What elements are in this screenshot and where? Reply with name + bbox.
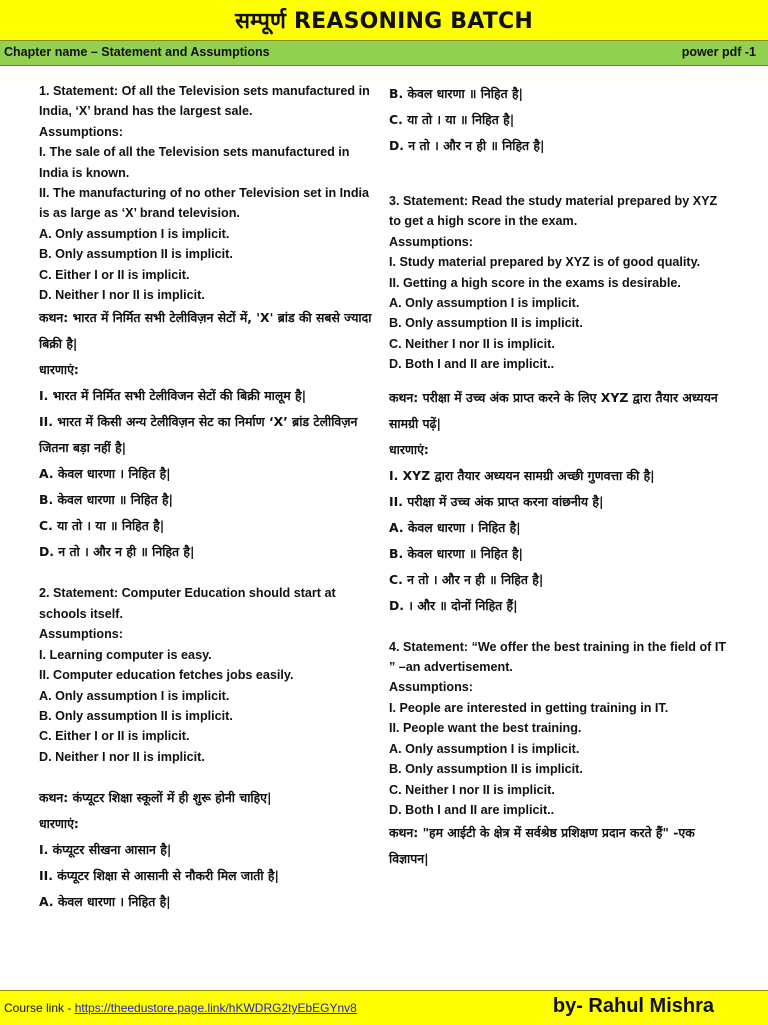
english-text-line: B. Only assumption II is implicit. [389,762,583,777]
hindi-text-line: कथन: भारत में निर्मित सभी टेलीविज़न सेटों में, 'X' ब्रांड की सबसे ज्यादा बिक्री है| [39,310,372,352]
english-text-line: 2. Statement: Computer Education should start at schools itself. [39,586,336,621]
english-text-line: C. Neither I nor II is implicit. [389,782,555,797]
left-column [39,81,375,915]
right-column [389,81,731,872]
hindi-text-line: C. या तो । या ॥ निहित है| [389,112,515,127]
author-credit: by- Rahul Mishra [552,995,714,1017]
hindi-text-line: धारणाएं: [39,816,79,832]
spacer [389,159,731,191]
title-bar [0,0,768,41]
english-text-line: I. The sale of all the Television sets manufactured in India is known. [39,145,350,180]
english-text-line: C. Either I or II is implicit. [39,267,190,282]
pdf-label: power pdf -1 [681,45,756,59]
course-link-label: Course link - [4,1001,75,1015]
hindi-text-line: A. केवल धारणा । निहित है| [39,894,171,910]
english-text-line: C. Neither I nor II is implicit. [389,336,555,351]
english-text-line: A. Only assumption I is implicit. [389,296,580,311]
english-text-line: 1. Statement: Of all the Television sets manufactured in India, ‘X’ brand has the largest sale. [39,84,370,119]
hindi-text-line: D. न तो । और न ही ॥ निहित है| [39,544,195,560]
course-link-row [4,1001,357,1015]
english-text-line: 4. Statement: “We offer the best training in the field of IT ” –an advertisement. [389,639,727,675]
hindi-text-line: B. केवल धारणा ॥ निहित है| [389,86,524,101]
hindi-text-line: D. न तो । और न ही ॥ निहित है| [389,138,545,153]
english-text-line: I. People are interested in getting training in IT. [389,700,669,715]
english-text-line: A. Only assumption I is implicit. [389,741,580,756]
hindi-text-line: I. भारत में निर्मित सभी टेलीविजन सेटों की बिक्री मालूम है| [39,388,307,404]
english-text-line: D. Neither I nor II is implicit. [39,749,205,764]
english-text-line: II. Computer education fetches jobs easily. [39,668,294,683]
english-text-line: B. Only assumption II is implicit. [39,247,233,262]
hindi-text-line: C. या तो । या ॥ निहित है| [39,518,165,534]
hindi-text-line: कथन: "हम आईटी के क्षेत्र में सर्वश्रेष्ठ प्रशिक्षण प्रदान करते हैं" -एक विज्ञापन| [389,825,695,867]
hindi-text-line: C. न तो । और न ही ॥ निहित है| [389,571,544,587]
english-text-line: I. Study material prepared by XYZ is of good quality. [389,255,701,270]
english-text-line: B. Only assumption II is implicit. [39,708,233,723]
hindi-text-line: धारणाएं: [389,441,429,457]
english-text-line: B. Only assumption II is implicit. [389,316,583,331]
english-text-line: A. Only assumption I is implicit. [39,688,230,703]
hindi-text-line: B. केवल धारणा ॥ निहित है| [39,492,174,508]
hindi-text-line: A. केवल धारणा । निहित है| [39,466,171,482]
chapter-bar [0,41,768,66]
chapter-name: Chapter name – Statement and Assumptions [4,45,270,59]
hindi-text-line: धारणाएं: [39,362,79,378]
english-text-line: II. Getting a high score in the exams is desirable. [389,275,681,290]
hindi-text-line: D. । और ॥ दोनों निहित हैं| [389,597,518,613]
english-text-line: Assumptions: [389,680,473,695]
hindi-text-line: I. कंप्यूटर सीखना आसान है| [39,842,172,858]
english-text-line: Assumptions: [39,627,123,642]
english-text-line: Assumptions: [389,234,473,249]
page-title: सम्पूर्ण REASONING BATCH [235,9,533,34]
english-text-line: 3. Statement: Read the study material prepared by XYZ to get a high score in the exam. [389,194,718,229]
hindi-text-line: II. भारत में किसी अन्य टेलीविज़न सेट का निर्माण ‘X’ ब्रांड टेलीविज़न जितना बड़ा नहीं है| [39,414,358,456]
course-link[interactable]: https://theedustore.page.link/hKWDRG2tyEbEGYnv8 [74,1001,357,1015]
english-text-line: D. Both I and II are implicit.. [389,802,555,817]
hindi-text-line: कथन: कंप्यूटर शिक्षा स्कूलों में ही शुरू होनी चाहिए| [39,790,272,806]
english-text-line: II. People want the best training. [389,721,582,736]
english-text-line: D. Both I and II are implicit.. [389,357,555,372]
spacer [389,619,731,637]
hindi-text-line: A. केवल धारणा । निहित है| [389,519,521,535]
english-text-line: D. Neither I nor II is implicit. [39,288,205,303]
english-text-line: I. Learning computer is easy. [39,647,212,662]
hindi-text-line: I. XYZ द्वारा तैयार अध्ययन सामग्री अच्छी गुणवत्ता की है| [389,467,655,483]
english-text-line: C. Either I or II is implicit. [39,729,190,744]
hindi-text-line: कथन: परीक्षा में उच्च अंक प्राप्त करने के लिए XYZ द्वारा तैयार अध्ययन सामग्री पढ़ें| [389,389,718,431]
spacer [389,375,731,385]
english-text-line: A. Only assumption I is implicit. [39,226,230,241]
english-text-line: Assumptions: [39,124,123,139]
spacer [39,565,375,583]
footer-bar [0,990,768,1025]
english-text-line: II. The manufacturing of no other Television set in India is as large as ‘X’ brand television. [39,186,370,221]
hindi-text-line: B. केवल धारणा ॥ निहित है| [389,545,524,561]
hindi-text-line: II. कंप्यूटर शिक्षा से आसानी से नौकरी मिल जाती है| [39,868,279,884]
hindi-text-line: II. परीक्षा में उच्च अंक प्राप्त करना वांछनीय है| [389,493,604,509]
spacer [39,767,375,785]
